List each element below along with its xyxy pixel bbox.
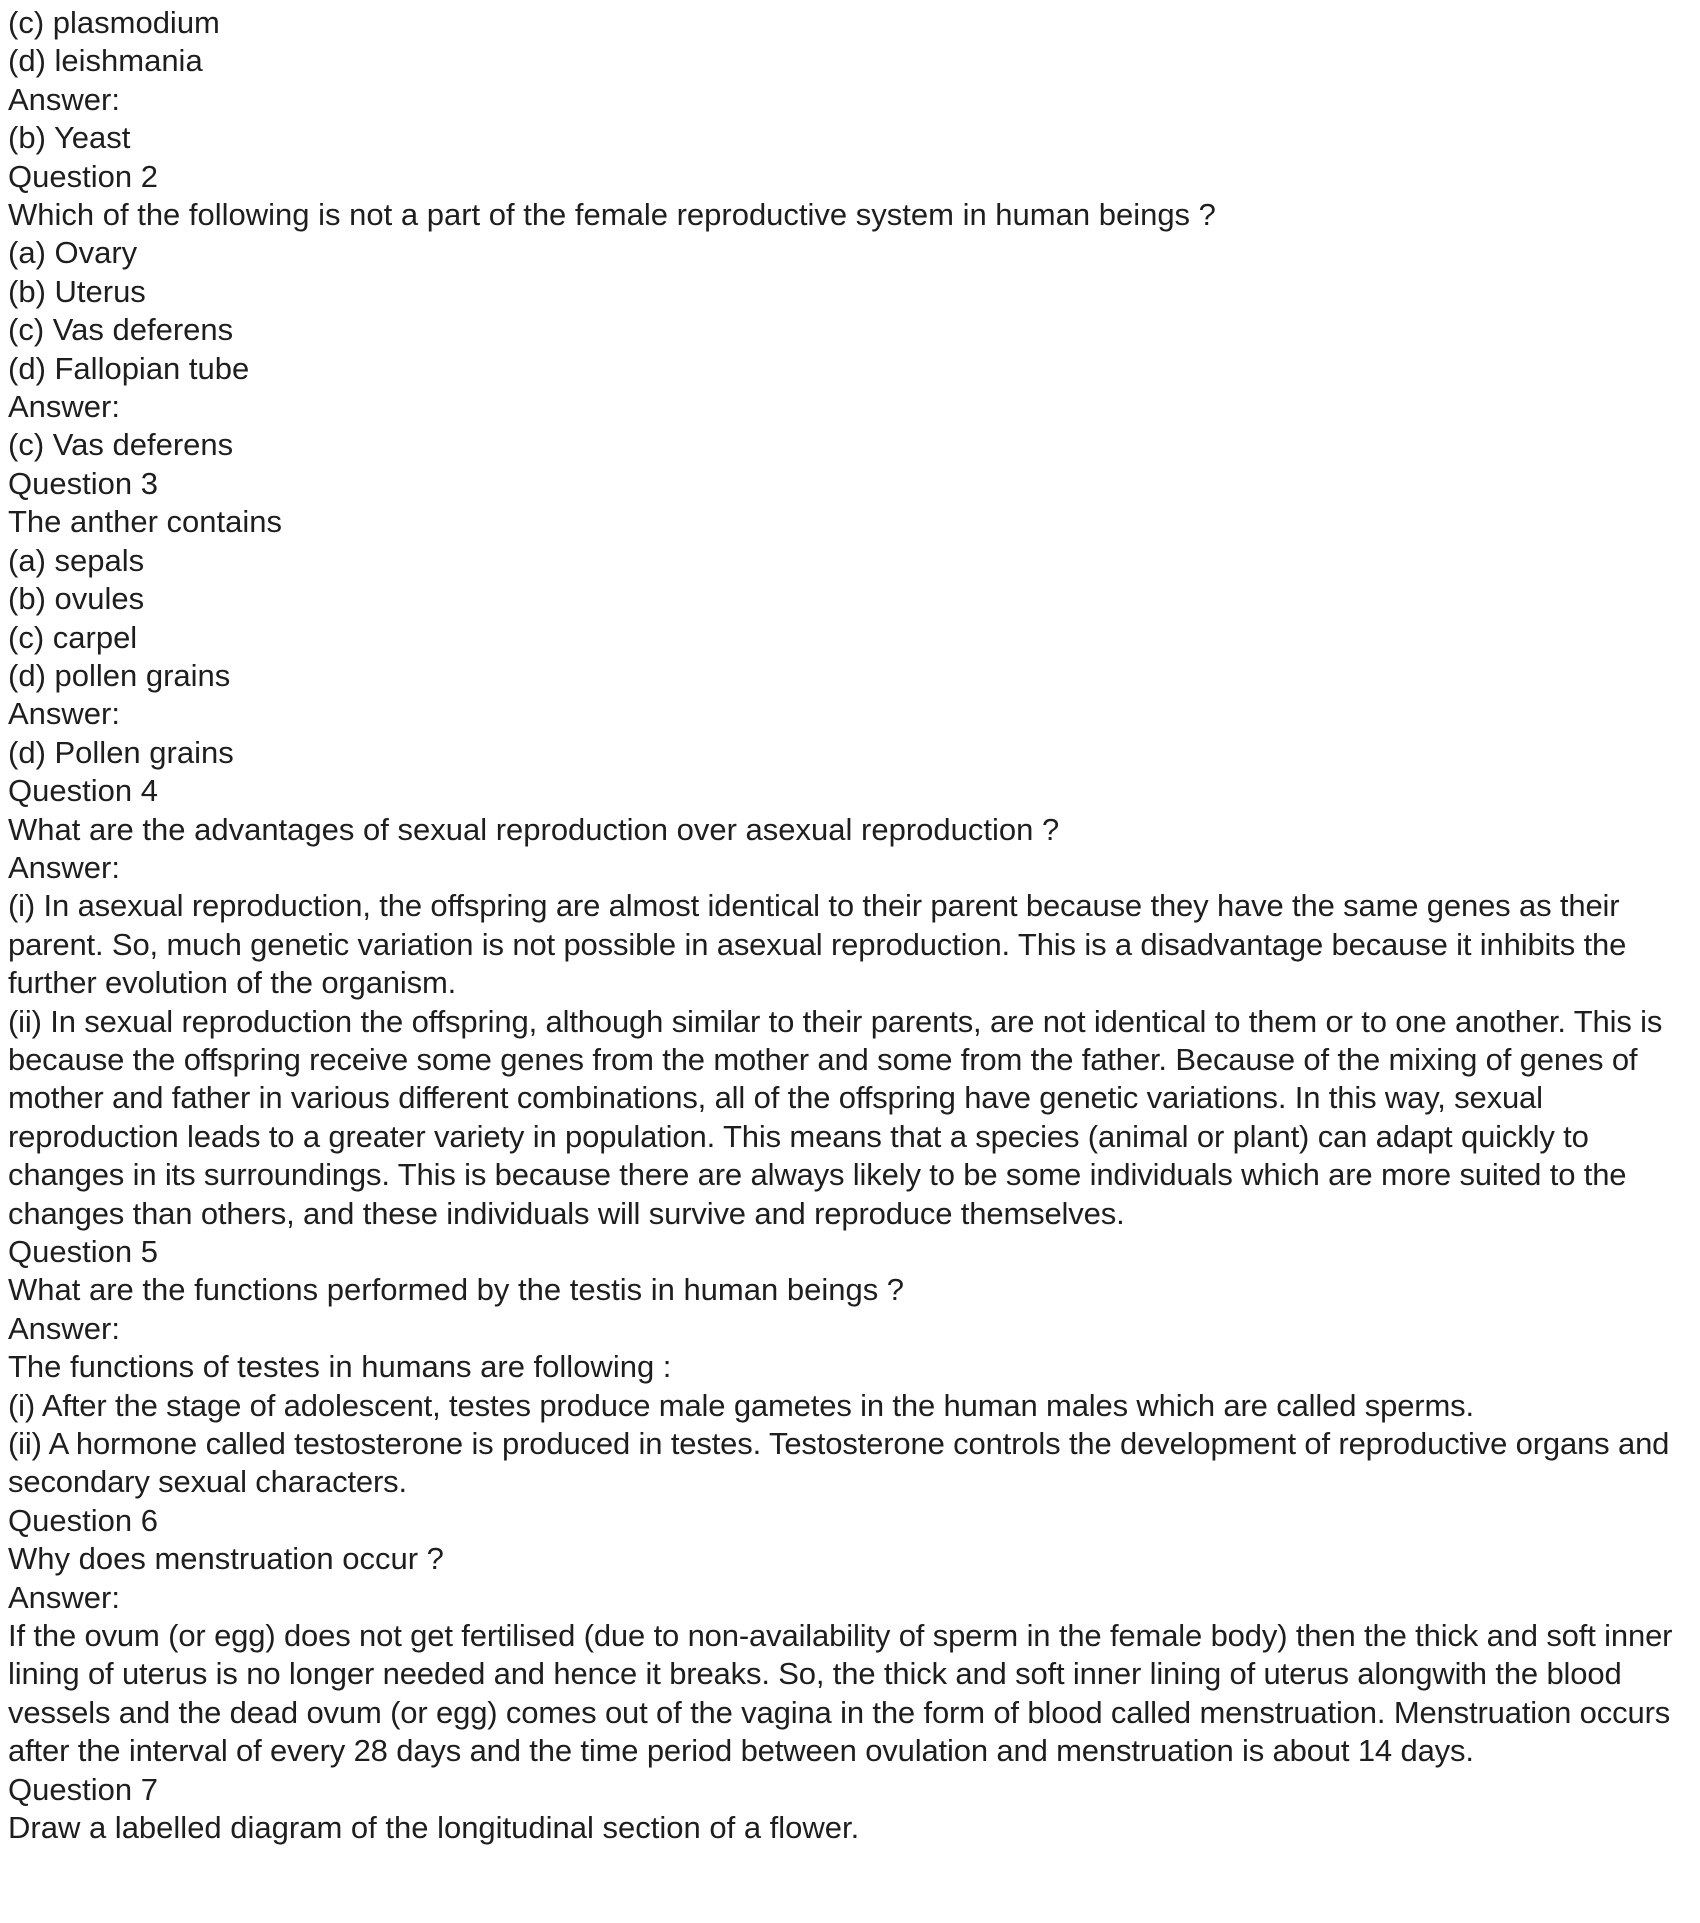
q4-question: What are the advantages of sexual reproduction over asexual reproduction ? [8, 811, 1060, 847]
q3-option-c: (c) carpel [8, 619, 138, 655]
q3-option-a: (a) sepals [8, 542, 145, 578]
question-2-block [8, 158, 1694, 465]
q6-heading: Question 6 [8, 1502, 158, 1538]
q3-question: The anther contains [8, 504, 283, 540]
question-1-block [8, 4, 1694, 158]
q5-question: What are the functions performed by the testis in human beings ? [8, 1272, 905, 1308]
q2-option-a: (a) Ovary [8, 235, 138, 271]
q6-question: Why does menstruation occur ? [8, 1541, 444, 1577]
q7-heading: Question 7 [8, 1771, 158, 1807]
q3-heading: Question 3 [8, 465, 158, 501]
q3-option-d: (d) pollen grains [8, 657, 231, 693]
q7-question: Draw a labelled diagram of the longitudinal section of a flower. [8, 1810, 860, 1846]
q5-answer-point-i: (i) After the stage of adolescent, testes produce male gametes in the human males which are called sperms. [8, 1387, 1474, 1423]
q1-option-c: (c) plasmodium [8, 5, 220, 40]
q3-option-b: (b) ovules [8, 581, 145, 617]
document-page [8, 4, 1694, 1848]
q1-option-d: (d) leishmania [8, 43, 203, 79]
question-4-block [8, 772, 1694, 1233]
question-5-block [8, 1233, 1694, 1502]
q5-answer-point-ii: (ii) A hormone called testosterone is produced in testes. Testosterone controls the development of reproductive organs and secondary sexual characters. [8, 1426, 1670, 1500]
q2-option-c: (c) Vas deferens [8, 312, 234, 348]
q1-answer-label: Answer: [8, 81, 120, 117]
q4-answer-point-i: (i) In asexual reproduction, the offspring are almost identical to their parent because they have the same genes as their parent. So, much genetic variation is not possible in asexual reproduction. This is a disadvantage because it inhibits the further evolution of the organism. [8, 888, 1627, 1001]
q5-heading: Question 5 [8, 1234, 158, 1269]
q4-heading: Question 4 [8, 773, 158, 809]
q6-answer-label: Answer: [8, 1579, 120, 1615]
q3-answer-label: Answer: [8, 696, 120, 732]
q2-answer: (c) Vas deferens [8, 427, 234, 463]
q5-answer-intro: The functions of testes in humans are following : [8, 1349, 672, 1385]
q1-answer: (b) Yeast [8, 120, 131, 156]
q2-option-d: (d) Fallopian tube [8, 350, 250, 386]
q2-answer-label: Answer: [8, 389, 120, 425]
q2-heading: Question 2 [8, 158, 158, 194]
q4-answer-point-ii: (ii) In sexual reproduction the offspring, although similar to their parents, are not identical to them or to one another. This is because the offspring receive some genes from the mother and some from the father. Because of the mixing of genes of mother and father in various different combinations, all of the offspring have genetic variations. In this way, sexual reproduction leads to a greater variety in population. This means that a species (animal or plant) can adapt quickly to changes in its surroundings. This is because there are always likely to be some individuals which are more suited to the changes than others, and these individuals will survive and reproduce themselves. [8, 1003, 1663, 1231]
q2-option-b: (b) Uterus [8, 273, 146, 309]
q2-question: Which of the following is not a part of the female reproductive system in human beings ? [8, 197, 1216, 233]
question-3-block [8, 465, 1694, 772]
question-6-block [8, 1502, 1694, 1771]
question-7-block [8, 1771, 1694, 1848]
q4-answer-label: Answer: [8, 849, 120, 885]
q3-answer: (d) Pollen grains [8, 734, 234, 770]
q6-answer: If the ovum (or egg) does not get fertilised (due to non-availability of sperm in the female body) then the thick and soft inner lining of uterus is no longer needed and hence it breaks. So, the thick and soft inner lining of uterus alongwith the blood vessels and the dead ovum (or egg) comes out of the vagina in the form of blood called menstruation. Menstruation occurs after the interval of every 28 days and the time period between ovulation and menstruation is about 14 days. [8, 1618, 1673, 1769]
q5-answer-label: Answer: [8, 1310, 120, 1346]
